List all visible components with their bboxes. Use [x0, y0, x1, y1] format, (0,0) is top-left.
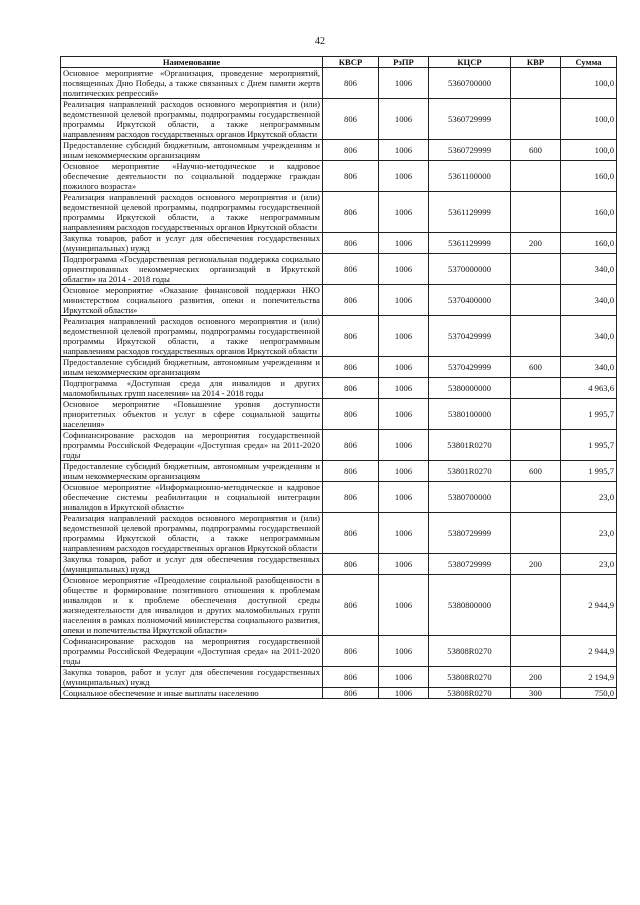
row-kvsr: 806: [323, 161, 379, 192]
row-rzpr: 1006: [379, 513, 429, 554]
row-sum: 2 194,9: [561, 667, 617, 688]
row-kvsr: 806: [323, 254, 379, 285]
row-kvr: [511, 482, 561, 513]
row-kvsr: 806: [323, 575, 379, 636]
row-kvr: 300: [511, 688, 561, 699]
row-kvr: [511, 575, 561, 636]
row-kvr: 200: [511, 233, 561, 254]
row-rzpr: 1006: [379, 233, 429, 254]
row-sum: 340,0: [561, 316, 617, 357]
row-name: Софинансирование расходов на мероприятия государственной программы Российской Федерации «Доступная среда» на 2011-2020 годы: [61, 636, 323, 667]
row-kvsr: 806: [323, 399, 379, 430]
header-kvsr: КВСР: [323, 57, 379, 68]
table-row: [61, 233, 617, 254]
table-row: [61, 461, 617, 482]
row-kvr: 200: [511, 667, 561, 688]
row-sum: 2 944,9: [561, 575, 617, 636]
row-kvsr: 806: [323, 140, 379, 161]
row-sum: 1 995,7: [561, 399, 617, 430]
table-row: [61, 636, 617, 667]
page-number: 42: [315, 36, 325, 47]
row-kcsr: 5370000000: [429, 254, 511, 285]
row-kvsr: 806: [323, 285, 379, 316]
table-row: [61, 254, 617, 285]
table-row: [61, 378, 617, 399]
row-name: Реализация направлений расходов основного мероприятия и (или) ведомственной целевой программы, подпрограммы государственной программы Иркутской области, а также непрограммным направлениям расходов государственных органов Иркутской области: [61, 316, 323, 357]
row-sum: 1 995,7: [561, 461, 617, 482]
row-kvsr: 806: [323, 68, 379, 99]
row-kcsr: 53801R0270: [429, 461, 511, 482]
row-kcsr: 5361129999: [429, 233, 511, 254]
row-sum: 100,0: [561, 140, 617, 161]
row-name: Закупка товаров, работ и услуг для обеспечения государственных (муниципальных) нужд: [61, 667, 323, 688]
row-kcsr: 5380000000: [429, 378, 511, 399]
row-rzpr: 1006: [379, 357, 429, 378]
row-kvsr: 806: [323, 316, 379, 357]
row-kcsr: 5370429999: [429, 357, 511, 378]
row-kcsr: 53808R0270: [429, 667, 511, 688]
row-name: Закупка товаров, работ и услуг для обеспечения государственных (муниципальных) нужд: [61, 233, 323, 254]
row-kcsr: 5370400000: [429, 285, 511, 316]
row-kvsr: 806: [323, 357, 379, 378]
row-kvr: [511, 254, 561, 285]
row-rzpr: 1006: [379, 99, 429, 140]
row-sum: 160,0: [561, 233, 617, 254]
row-kvr: [511, 513, 561, 554]
row-kvsr: 806: [323, 233, 379, 254]
row-sum: 23,0: [561, 554, 617, 575]
table-row: [61, 513, 617, 554]
row-sum: 23,0: [561, 513, 617, 554]
header-kcsr: КЦСР: [429, 57, 511, 68]
row-name: Основное мероприятие «Информационно-методическое и кадровое обеспечение системы реабилитации и социальной интеграции инвалидов в Иркутской области»: [61, 482, 323, 513]
row-rzpr: 1006: [379, 254, 429, 285]
row-name: Основное мероприятие «Оказание финансовой поддержки НКО министерством социального развития, опеки и попечительства Иркутской области»: [61, 285, 323, 316]
row-kvsr: 806: [323, 461, 379, 482]
row-kcsr: 53808R0270: [429, 688, 511, 699]
row-name: Закупка товаров, работ и услуг для обеспечения государственных (муниципальных) нужд: [61, 554, 323, 575]
row-sum: 340,0: [561, 285, 617, 316]
row-rzpr: 1006: [379, 575, 429, 636]
row-name: Предоставление субсидий бюджетным, автономным учреждениям и иным некоммерческим организациям: [61, 140, 323, 161]
row-kcsr: 5360729999: [429, 140, 511, 161]
row-kvsr: 806: [323, 667, 379, 688]
table-row: [61, 285, 617, 316]
row-kvsr: 806: [323, 378, 379, 399]
row-kvsr: 806: [323, 99, 379, 140]
row-kvr: 600: [511, 357, 561, 378]
row-kvsr: 806: [323, 513, 379, 554]
row-name: Предоставление субсидий бюджетным, автономным учреждениям и иным некоммерческим организациям: [61, 461, 323, 482]
row-kvr: [511, 399, 561, 430]
row-kvr: [511, 161, 561, 192]
table-row: [61, 399, 617, 430]
header-rzpr: РзПР: [379, 57, 429, 68]
header-kvr: КВР: [511, 57, 561, 68]
row-sum: 340,0: [561, 357, 617, 378]
row-name: Основное мероприятие «Научно-методическое и кадровое обеспечение деятельности по социальной поддержке граждан пожилого возраста»: [61, 161, 323, 192]
row-kvr: [511, 316, 561, 357]
row-kvr: [511, 192, 561, 233]
row-name: Реализация направлений расходов основного мероприятия и (или) ведомственной целевой программы, подпрограммы государственной программы Иркутской области, а также непрограммным направлениям расходов государственных органов Иркутской области: [61, 192, 323, 233]
row-rzpr: 1006: [379, 688, 429, 699]
row-sum: 1 995,7: [561, 430, 617, 461]
row-rzpr: 1006: [379, 667, 429, 688]
table-row: [61, 430, 617, 461]
row-kcsr: 5370429999: [429, 316, 511, 357]
row-kvsr: 806: [323, 688, 379, 699]
table-row: [61, 482, 617, 513]
row-kcsr: 5380729999: [429, 554, 511, 575]
row-kcsr: 5380729999: [429, 513, 511, 554]
header-sum: Сумма: [561, 57, 617, 68]
row-name: Реализация направлений расходов основного мероприятия и (или) ведомственной целевой программы, подпрограммы государственной программы Иркутской области, а также непрограммным направлениям расходов государственных органов Иркутской области: [61, 99, 323, 140]
header-name: Наименование: [61, 57, 323, 68]
table-row: [61, 192, 617, 233]
table-row: [61, 316, 617, 357]
table-row: [61, 161, 617, 192]
row-kvr: [511, 636, 561, 667]
row-kvr: [511, 285, 561, 316]
row-kvr: 600: [511, 461, 561, 482]
row-name: Основное мероприятие «Повышение уровня доступности приоритетных объектов и услуг в сфере социальной защиты населения»: [61, 399, 323, 430]
row-kcsr: 5380100000: [429, 399, 511, 430]
row-sum: 340,0: [561, 254, 617, 285]
row-kvr: [511, 68, 561, 99]
row-name: Подпрограмма «Доступная среда для инвалидов и других маломобильных групп населения» на 2014 - 2018 годы: [61, 378, 323, 399]
row-sum: 4 963,6: [561, 378, 617, 399]
table-row: [61, 667, 617, 688]
table-row: [61, 688, 617, 699]
row-rzpr: 1006: [379, 430, 429, 461]
row-rzpr: 1006: [379, 554, 429, 575]
row-name: Реализация направлений расходов основного мероприятия и (или) ведомственной целевой программы, подпрограммы государственной программы Иркутской области, а также непрограммным направлениям расходов государственных органов Иркутской области: [61, 513, 323, 554]
row-rzpr: 1006: [379, 161, 429, 192]
table-body: [61, 68, 617, 699]
table-row: [61, 68, 617, 99]
row-kvr: 600: [511, 140, 561, 161]
row-kvsr: 806: [323, 430, 379, 461]
row-rzpr: 1006: [379, 68, 429, 99]
row-kvsr: 806: [323, 554, 379, 575]
row-rzpr: 1006: [379, 461, 429, 482]
row-kvsr: 806: [323, 192, 379, 233]
table-row: [61, 99, 617, 140]
row-kcsr: 5360700000: [429, 68, 511, 99]
row-name: Социальное обеспечение и иные выплаты населению: [61, 688, 323, 699]
row-kvr: 200: [511, 554, 561, 575]
row-rzpr: 1006: [379, 378, 429, 399]
row-sum: 100,0: [561, 68, 617, 99]
row-name: Основное мероприятие «Организация, проведение мероприятий, посвященных Дню Победы, а также связанных с Днем памяти жертв политических репрессий»: [61, 68, 323, 99]
row-kcsr: 53801R0270: [429, 430, 511, 461]
row-rzpr: 1006: [379, 285, 429, 316]
row-name: Основное мероприятие «Преодоление социальной разобщенности в обществе и формирование позитивного отношения к проблемам инвалидов и к проблеме обеспечения доступной среды жизнедеятельности для инвалидов и других маломобильных групп населения в рамках полномочий министерства социального развития, опеки и попечительства Иркутской области»: [61, 575, 323, 636]
table-row: [61, 140, 617, 161]
table-row: [61, 575, 617, 636]
row-name: Софинансирование расходов на мероприятия государственной программы Российской Федерации «Доступная среда» на 2011-2020 годы: [61, 430, 323, 461]
row-kvsr: 806: [323, 482, 379, 513]
row-name: Предоставление субсидий бюджетным, автономным учреждениям и иным некоммерческим организациям: [61, 357, 323, 378]
row-sum: 100,0: [561, 99, 617, 140]
row-sum: 160,0: [561, 161, 617, 192]
row-rzpr: 1006: [379, 316, 429, 357]
row-sum: 750,0: [561, 688, 617, 699]
row-kcsr: 53808R0270: [429, 636, 511, 667]
budget-table: [60, 56, 617, 699]
row-sum: 2 944,9: [561, 636, 617, 667]
row-rzpr: 1006: [379, 140, 429, 161]
row-kvsr: 806: [323, 636, 379, 667]
row-kcsr: 5360729999: [429, 99, 511, 140]
row-kvr: [511, 430, 561, 461]
row-kvr: [511, 99, 561, 140]
row-kcsr: 5361100000: [429, 161, 511, 192]
row-rzpr: 1006: [379, 636, 429, 667]
row-kcsr: 5380800000: [429, 575, 511, 636]
table-row: [61, 357, 617, 378]
table-header-row: [61, 57, 617, 68]
table-row: [61, 554, 617, 575]
row-sum: 23,0: [561, 482, 617, 513]
row-kvr: [511, 378, 561, 399]
row-kcsr: 5380700000: [429, 482, 511, 513]
row-rzpr: 1006: [379, 482, 429, 513]
row-name: Подпрограмма «Государственная региональная поддержка социально ориентированных некоммерческих организаций в Иркутской области» на 2014 - 2018 годы: [61, 254, 323, 285]
row-sum: 160,0: [561, 192, 617, 233]
row-rzpr: 1006: [379, 192, 429, 233]
row-kcsr: 5361129999: [429, 192, 511, 233]
row-rzpr: 1006: [379, 399, 429, 430]
